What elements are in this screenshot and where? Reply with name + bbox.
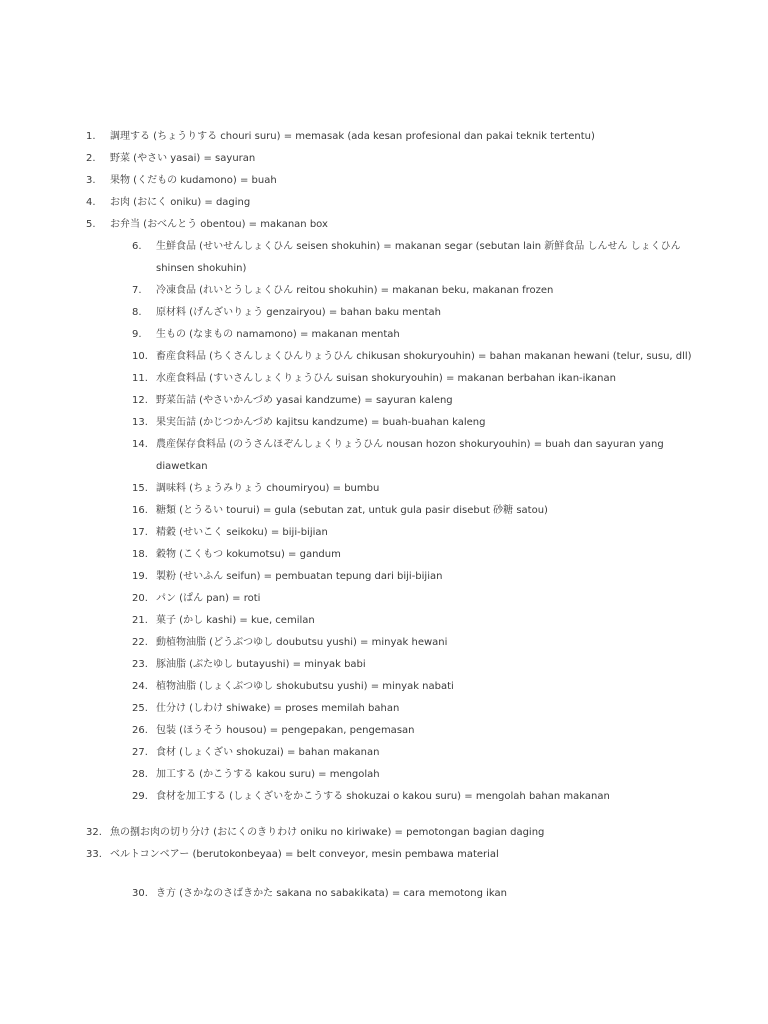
item-text: 菓子 (かし kashi) = kue, cemilan xyxy=(156,615,315,626)
item-text: 農産保存食料品 (のうさんほぞんしょくりょうひん nousan hozon shokuryouhin) = buah dan sayuran yang xyxy=(156,439,664,450)
item-text: 植物油脂 (しょくぶつゆし shokubutsu yushi) = minyak nabati xyxy=(156,681,454,692)
item-number: 12. xyxy=(132,395,148,406)
item-text: お肉 (おにく oniku) = daging xyxy=(110,197,251,208)
item-number: 32. xyxy=(86,827,102,838)
item-text: 畜産食料品 (ちくさんしょくひんりょうひん chikusan shokuryouhin) = bahan makanan hewani (telur, susu, dll) xyxy=(156,351,692,362)
item-number: 16. xyxy=(132,505,148,516)
item-number: 27. xyxy=(132,747,148,758)
item-text: 精穀 (せいこく seikoku) = biji-bijian xyxy=(156,527,328,538)
item-number: 1. xyxy=(86,131,96,142)
item-text-continuation: shinsen shokuhin) xyxy=(156,263,247,274)
item-number: 30. xyxy=(132,888,148,899)
item-number: 25. xyxy=(132,703,148,714)
item-number: 17. xyxy=(132,527,148,538)
item-number: 28. xyxy=(132,769,148,780)
item-text: 調理する (ちょうりする chouri suru) = memasak (ada kesan profesional dan pakai teknik tertentu) xyxy=(110,131,595,142)
item-number: 2. xyxy=(86,153,96,164)
item-number: 15. xyxy=(132,483,148,494)
item-text: 原材料 (げんざいりょう genzairyou) = bahan baku mentah xyxy=(156,307,441,318)
item-number: 9. xyxy=(132,329,142,340)
item-text: 包装 (ほうそう housou) = pengepakan, pengemasan xyxy=(156,725,415,736)
item-text: 食材を加工する (しょくざいをかこうする shokuzai o kakou suru) = mengolah bahan makanan xyxy=(156,791,610,802)
item-number: 5. xyxy=(86,219,96,230)
item-number: 29. xyxy=(132,791,148,802)
item-text: パン (ぱん pan) = roti xyxy=(156,593,261,604)
item-text: 製粉 (せいふん seifun) = pembuatan tepung dari biji-bijian xyxy=(156,571,443,582)
item-number: 11. xyxy=(132,373,148,384)
item-text: 生もの (なまもの namamono) = makanan mentah xyxy=(156,329,400,340)
item-number: 33. xyxy=(86,849,102,860)
item-number: 26. xyxy=(132,725,148,736)
item-number: 18. xyxy=(132,549,148,560)
item-number: 6. xyxy=(132,241,142,252)
item-number: 4. xyxy=(86,197,96,208)
item-text: 野菜缶詰 (やさいかんづめ yasai kandzume) = sayuran kaleng xyxy=(156,395,453,406)
item-number: 19. xyxy=(132,571,148,582)
item-text: 魚の捌お肉の切り分け (おにくのきりわけ oniku no kiriwake) = pemotongan bagian daging xyxy=(110,827,545,838)
item-text: 生鮮食品 (せいせんしょくひん seisen shokuhin) = makanan segar (sebutan lain 新鮮食品 しんせん しょくひん xyxy=(156,241,681,252)
item-text: 野菜 (やさい yasai) = sayuran xyxy=(110,153,256,164)
item-number: 7. xyxy=(132,285,142,296)
item-text: き方 (さかなのさばきかた sakana no sabakikata) = cara memotong ikan xyxy=(156,888,507,899)
item-text: 冷凍食品 (れいとうしょくひん reitou shokuhin) = makanan beku, makanan frozen xyxy=(156,285,554,296)
item-number: 20. xyxy=(132,593,148,604)
item-number: 8. xyxy=(132,307,142,318)
item-text: 豚油脂 (ぶたゆし butayushi) = minyak babi xyxy=(156,659,366,670)
item-text-continuation: diawetkan xyxy=(156,461,208,472)
item-number: 23. xyxy=(132,659,148,670)
item-text: お弁当 (おべんとう obentou) = makanan box xyxy=(110,219,328,230)
item-text: 穀物 (こくもつ kokumotsu) = gandum xyxy=(156,549,341,560)
item-number: 10. xyxy=(132,351,148,362)
item-text: 食材 (しょくざい shokuzai) = bahan makanan xyxy=(156,747,380,758)
item-number: 13. xyxy=(132,417,148,428)
item-text: 動植物油脂 (どうぶつゆし doubutsu yushi) = minyak hewani xyxy=(156,637,448,648)
item-number: 21. xyxy=(132,615,148,626)
item-number: 3. xyxy=(86,175,96,186)
item-number: 22. xyxy=(132,637,148,648)
item-text: 果実缶詰 (かじつかんづめ kajitsu kandzume) = buah-buahan kaleng xyxy=(156,417,486,428)
item-text: 加工する (かこうする kakou suru) = mengolah xyxy=(156,769,380,780)
item-text: 仕分け (しわけ shiwake) = proses memilah bahan xyxy=(156,703,400,714)
item-number: 14. xyxy=(132,439,148,450)
item-text: 水産食料品 (すいさんしょくりょうひん suisan shokuryouhin) = makanan berbahan ikan-ikanan xyxy=(156,373,616,384)
item-text: 調味料 (ちょうみりょう choumiryou) = bumbu xyxy=(156,483,380,494)
item-text: 果物 (くだもの kudamono) = buah xyxy=(110,175,277,186)
item-text: ベルトコンベアー (berutokonbeyaa) = belt conveyor, mesin pembawa material xyxy=(110,849,499,860)
item-text: 糖類 (とうるい tourui) = gula (sebutan zat, untuk gula pasir disebut 砂糖 satou) xyxy=(156,505,548,516)
item-number: 24. xyxy=(132,681,148,692)
